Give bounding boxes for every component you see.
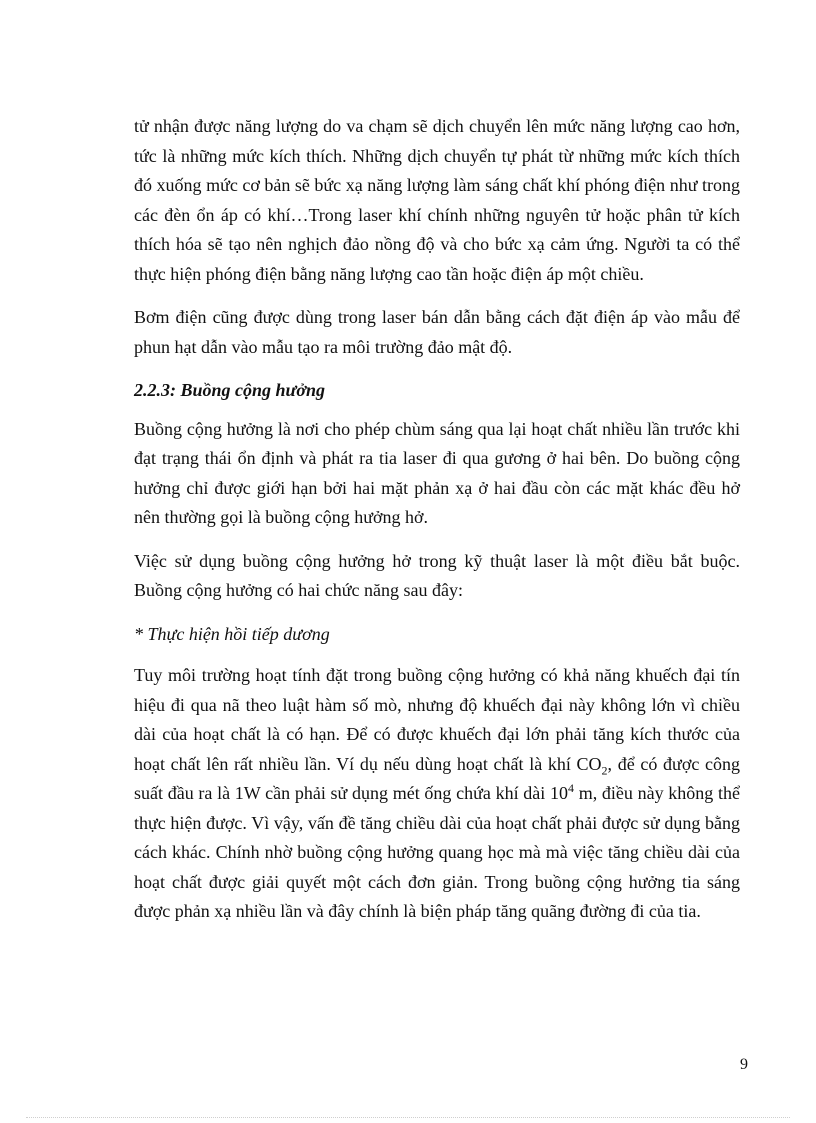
page-bottom-border [26,1117,790,1118]
co2-subscript: 2 [601,763,608,778]
page-number: 9 [740,1056,748,1073]
paragraph-feedback-explanation [134,661,740,927]
paragraph-resonator-functions: Việc sử dụng buồng cộng hưởng hở trong kỹ thuật laser là một điều bắt buộc. Buồng cộng hưởng có hai chức năng sau đây: [134,550,740,600]
paragraph-text-part1: Tuy môi trường hoạt tính đặt trong buồng cộng hưởng có khả năng khuếch đại tín hiệu đi qua nã theo luật hàm số mò, nhưng độ khuếch đại này không lớn vì chiều dài của hoạt chất là có hạn. Để có được khuếch đại lớn phải tăng kích thước của hoạt chất lên rất nhiều lần. Ví dụ nếu dùng hoạt chất là khí CO [134,665,740,774]
paragraph-resonator-definition: Buồng cộng hưởng là nơi cho phép chùm sáng qua lại hoạt chất nhiều lần trước khi đạt trạng thái ổn định và phát ra tia laser đi qua gương ở hai bên. Do buồng cộng hưởng chỉ được giới hạn bởi hai mặt phản xạ ở hai đầu còn các mặt khác đều hở nên thường gọi là buồng cộng hưởng hở. [134,418,740,527]
sub-heading-positive-feedback: * Thực hiện hồi tiếp dương [134,623,330,644]
paragraph-text-part2: , để có được công suất đầu ra là 1W cần phải sử dụng mét ống chứa khí dài 10 [134,753,740,803]
page-content [134,112,740,941]
paragraph-electric-pumping: Bơm điện cũng được dùng trong laser bán dẫn bằng cách đặt điện áp vào mẫu để phun hạt dẫn vào mẫu tạo ra môi trường đảo mật độ. [134,307,740,357]
length-exponent: 4 [567,781,574,795]
section-heading: 2.2.3: Buồng cộng hưởng [134,380,325,400]
paragraph-text-part3: m, điều này không thể thực hiện được. Vì vậy, vấn đề tăng chiều dài của hoạt chất phải được sử dụng bằng cách khác. Chính nhờ buồng cộng hưởng quang học mà mà việc tăng chiều dài của hoạt chất được giải quyết một cách đơn giản. Trong buồng cộng hưởng tia sáng được phản xạ nhiều lần và đây chính là biện pháp tăng quãng đường đi của tia. [134,783,740,921]
paragraph-gas-discharge: tử nhận được năng lượng do va chạm sẽ dịch chuyển lên mức năng lượng cao hơn, tức là những mức kích thích. Những dịch chuyển tự phát từ những mức kích thích đó xuống mức cơ bản sẽ bức xạ năng lượng làm sáng chất khí phóng điện như trong các đèn ổn áp có khí…Trong laser khí chính những nguyên tử hoặc phân tử kích thích hóa sẽ tạo nên nghịch đảo nồng độ và cho bức xạ cảm ứng. Người ta có thể thực hiện phóng điện bằng năng lượng cao tần hoặc điện áp một chiều. [134,116,740,284]
